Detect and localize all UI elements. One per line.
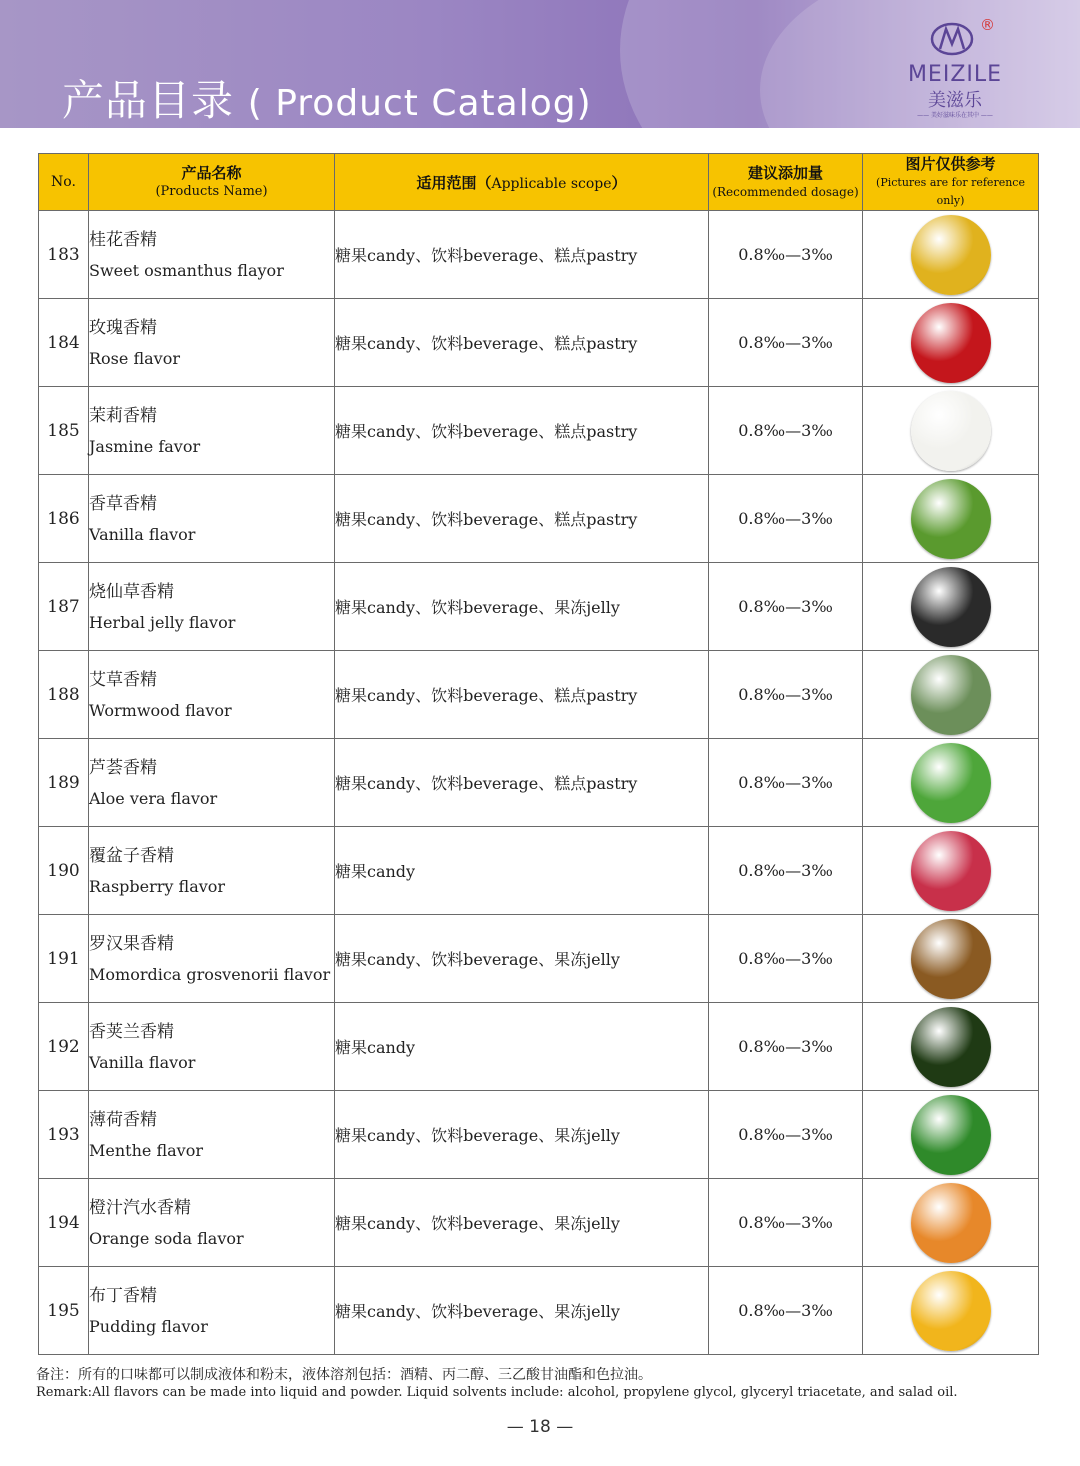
product-name-en: Vanilla flavor: [89, 524, 196, 544]
header-picture-cn: 图片仅供参考: [905, 155, 996, 173]
table-row: [39, 211, 1039, 299]
table-row: [39, 651, 1039, 739]
table-header-row: [39, 154, 1039, 211]
product-name-cn: 香荚兰香精: [89, 1021, 174, 1042]
recommended-dosage: 0.8‰—3‰: [709, 211, 863, 299]
header-dosage-cn: 建议添加量: [747, 164, 823, 182]
product-picture-cell: [863, 299, 1039, 387]
product-number: 187: [39, 563, 89, 651]
product-name-cell: [89, 563, 335, 651]
product-name-en: Sweet osmanthus flayor: [89, 260, 284, 280]
brand-name-cn: 美滋乐: [928, 90, 982, 111]
wormwood-photo: [911, 655, 991, 735]
brand-logo: [890, 14, 1020, 124]
product-name-cell: [89, 475, 335, 563]
applicable-scope: 糖果candy、饮料beverage、糕点pastry: [335, 739, 709, 827]
product-name-cell: [89, 211, 335, 299]
header-picture: [863, 154, 1039, 211]
product-number: 184: [39, 299, 89, 387]
product-name-cn: 罗汉果香精: [89, 933, 174, 954]
registered-mark: ®: [980, 16, 995, 34]
recommended-dosage: 0.8‰—3‰: [709, 651, 863, 739]
product-name-cn: 薄荷香精: [89, 1109, 157, 1130]
product-name-en: Raspberry flavor: [89, 876, 226, 896]
header-product-name-en: (Products Name): [155, 184, 268, 199]
header-applicable-scope: [335, 154, 709, 211]
product-name-cn: 覆盆子香精: [89, 845, 174, 866]
product-number: 186: [39, 475, 89, 563]
product-name-en: Pudding flavor: [89, 1316, 208, 1336]
remark-en: Remark:All flavors can be made into liquid and powder. Liquid solvents include: alcohol, propylene glycol, glyceryl triacetate, and salad oil.: [36, 1385, 958, 1400]
product-name-en: Aloe vera flavor: [89, 788, 218, 808]
monk-fruit-photo: [911, 919, 991, 999]
product-name-cell: [89, 1267, 335, 1355]
applicable-scope: 糖果candy、饮料beverage、糕点pastry: [335, 299, 709, 387]
page-title-en: ( Product Catalog): [247, 83, 592, 124]
rose-photo: [911, 303, 991, 383]
product-name-cell: [89, 1003, 335, 1091]
product-name-en: Momordica grosvenorii flavor: [89, 964, 331, 984]
header-banner: [0, 0, 1080, 128]
product-name-cn: 芦荟香精: [89, 757, 157, 778]
product-number: 185: [39, 387, 89, 475]
recommended-dosage: 0.8‰—3‰: [709, 915, 863, 1003]
basil-photo: [911, 479, 991, 559]
recommended-dosage: 0.8‰—3‰: [709, 299, 863, 387]
table-row: [39, 299, 1039, 387]
vanilla-orchid-photo: [911, 1007, 991, 1087]
product-catalog-table: [38, 153, 1039, 1355]
logo-mark-icon: [930, 22, 974, 56]
recommended-dosage: 0.8‰—3‰: [709, 1003, 863, 1091]
applicable-scope: 糖果candy、饮料beverage、糕点pastry: [335, 211, 709, 299]
product-picture-cell: [863, 563, 1039, 651]
product-name-en: Menthe flavor: [89, 1140, 203, 1160]
header-product-name: [89, 154, 335, 211]
recommended-dosage: 0.8‰—3‰: [709, 739, 863, 827]
table-row: [39, 563, 1039, 651]
header-dosage-en: (Recommended dosage): [712, 185, 859, 199]
product-name-cell: [89, 739, 335, 827]
applicable-scope: 糖果candy、饮料beverage、糕点pastry: [335, 651, 709, 739]
product-number: 183: [39, 211, 89, 299]
applicable-scope: 糖果candy、饮料beverage、糕点pastry: [335, 387, 709, 475]
applicable-scope: 糖果candy: [335, 827, 709, 915]
page-number: — 18 —: [506, 1417, 574, 1437]
product-name-cn: 布丁香精: [89, 1285, 157, 1306]
product-picture-cell: [863, 1267, 1039, 1355]
applicable-scope: 糖果candy、饮料beverage、果冻jelly: [335, 1091, 709, 1179]
product-picture-cell: [863, 1091, 1039, 1179]
orange-soda-photo: [911, 1183, 991, 1263]
product-name-cell: [89, 1179, 335, 1267]
recommended-dosage: 0.8‰—3‰: [709, 475, 863, 563]
product-picture-cell: [863, 915, 1039, 1003]
product-number: 192: [39, 1003, 89, 1091]
recommended-dosage: 0.8‰—3‰: [709, 1267, 863, 1355]
header-no: No.: [39, 154, 89, 211]
product-picture-cell: [863, 1179, 1039, 1267]
product-name-cell: [89, 299, 335, 387]
product-picture-cell: [863, 211, 1039, 299]
remark-cn: 备注：所有的口味都可以制成液体和粉末，液体溶剂包括：酒精、丙二醇、三乙酸甘油酯和色拉油。: [36, 1367, 652, 1383]
product-name-cell: [89, 827, 335, 915]
recommended-dosage: 0.8‰—3‰: [709, 1179, 863, 1267]
table-row: [39, 827, 1039, 915]
applicable-scope: 糖果candy、饮料beverage、果冻jelly: [335, 1179, 709, 1267]
header-scope-close: ）: [611, 173, 627, 192]
product-number: 188: [39, 651, 89, 739]
product-name-en: Rose flavor: [89, 348, 180, 368]
brand-name-en: MEIZILE: [907, 62, 1003, 87]
product-name-en: Wormwood flavor: [89, 700, 232, 720]
table-row: [39, 1091, 1039, 1179]
product-name-en: Vanilla flavor: [89, 1052, 196, 1072]
header-picture-en: (Pictures are for reference only): [876, 176, 1025, 207]
recommended-dosage: 0.8‰—3‰: [709, 563, 863, 651]
product-name-cn: 烧仙草香精: [89, 581, 174, 602]
applicable-scope: 糖果candy、饮料beverage、果冻jelly: [335, 563, 709, 651]
header-scope-cn: 适用范围（: [416, 173, 492, 192]
applicable-scope: 糖果candy、饮料beverage、果冻jelly: [335, 915, 709, 1003]
product-name-en: Jasmine favor: [89, 436, 201, 456]
product-picture-cell: [863, 739, 1039, 827]
product-name-cn: 玫瑰香精: [89, 317, 157, 338]
product-name-en: Herbal jelly flavor: [89, 612, 236, 632]
brand-tagline: —— 美好滋味乐在其中 ——: [917, 112, 993, 119]
product-name-cn: 橙汁汽水香精: [89, 1197, 191, 1218]
applicable-scope: 糖果candy: [335, 1003, 709, 1091]
mint-photo: [911, 1095, 991, 1175]
product-number: 193: [39, 1091, 89, 1179]
product-name-cn: 香草香精: [89, 493, 157, 514]
pudding-photo: [911, 1271, 991, 1351]
table-row: [39, 739, 1039, 827]
product-name-cn: 艾草香精: [89, 669, 157, 690]
product-number: 190: [39, 827, 89, 915]
product-picture-cell: [863, 387, 1039, 475]
product-name-cell: [89, 915, 335, 1003]
product-name-cn: 桂花香精: [89, 229, 157, 250]
osmanthus-photo: [911, 215, 991, 295]
product-name-cell: [89, 1091, 335, 1179]
table-row: [39, 1179, 1039, 1267]
product-number: 189: [39, 739, 89, 827]
table-row: [39, 475, 1039, 563]
header-recommended-dosage: [709, 154, 863, 211]
product-picture-cell: [863, 475, 1039, 563]
recommended-dosage: 0.8‰—3‰: [709, 827, 863, 915]
raspberry-photo: [911, 831, 991, 911]
product-name-en: Orange soda flavor: [89, 1228, 244, 1248]
product-picture-cell: [863, 651, 1039, 739]
product-number: 195: [39, 1267, 89, 1355]
product-number: 191: [39, 915, 89, 1003]
header-product-name-cn: 产品名称: [181, 164, 242, 182]
header-scope-en: Applicable scope: [491, 175, 612, 192]
table-row: [39, 915, 1039, 1003]
page-title: [62, 68, 592, 128]
recommended-dosage: 0.8‰—3‰: [709, 387, 863, 475]
page-title-cn: 产品目录: [62, 76, 235, 125]
applicable-scope: 糖果candy、饮料beverage、糕点pastry: [335, 475, 709, 563]
product-name-cn: 茉莉香精: [89, 405, 157, 426]
aloe-photo: [911, 743, 991, 823]
table-row: [39, 387, 1039, 475]
product-name-cell: [89, 651, 335, 739]
herbal-jelly-photo: [911, 567, 991, 647]
product-picture-cell: [863, 827, 1039, 915]
applicable-scope: 糖果candy、饮料beverage、果冻jelly: [335, 1267, 709, 1355]
product-name-cell: [89, 387, 335, 475]
product-number: 194: [39, 1179, 89, 1267]
product-picture-cell: [863, 1003, 1039, 1091]
recommended-dosage: 0.8‰—3‰: [709, 1091, 863, 1179]
jasmine-photo: [911, 391, 991, 471]
table-row: [39, 1003, 1039, 1091]
table-row: [39, 1267, 1039, 1355]
